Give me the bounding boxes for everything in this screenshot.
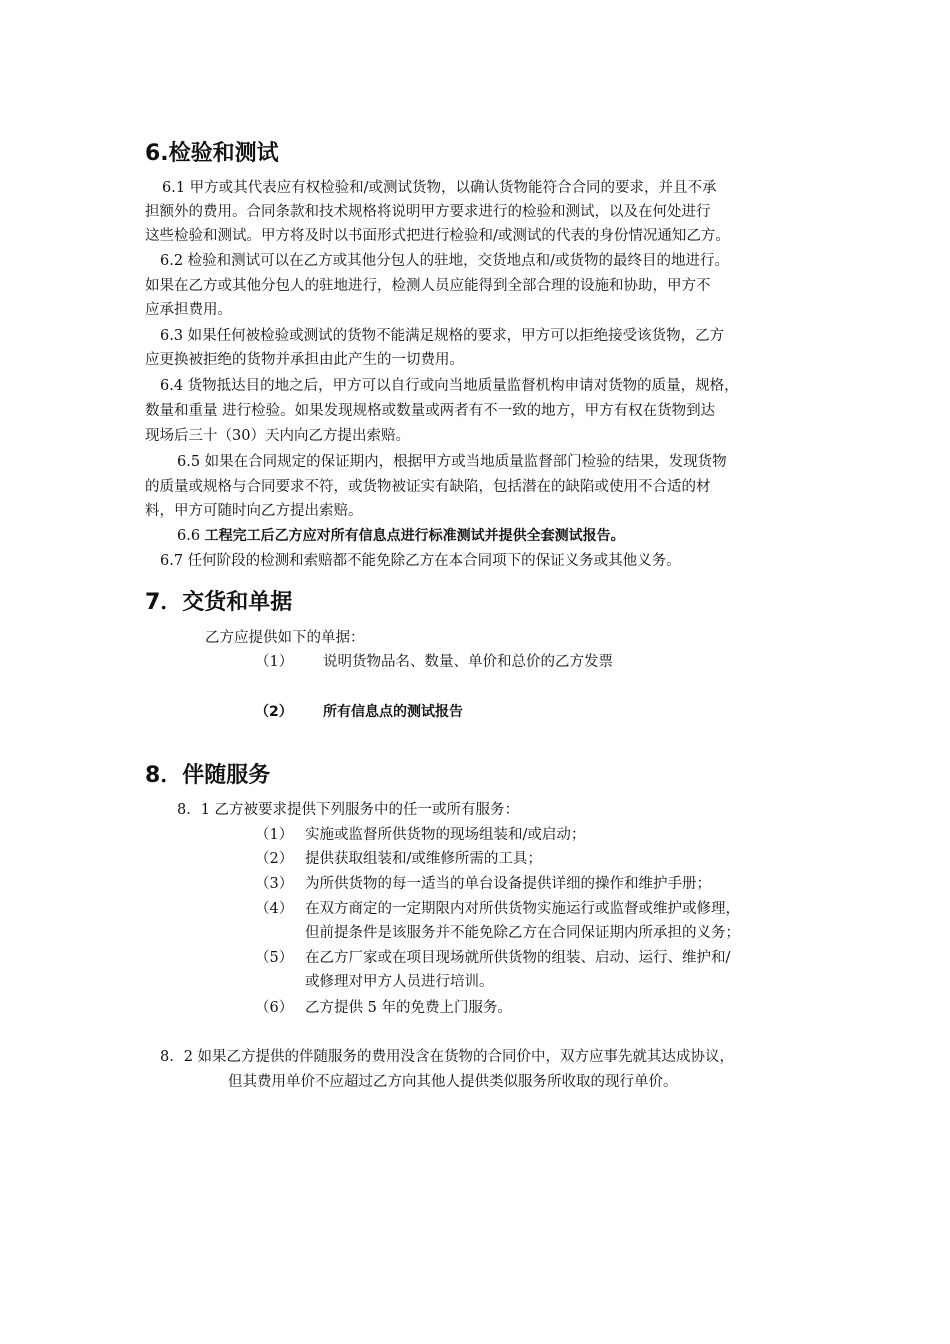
service-item-2	[255, 847, 542, 871]
para-6-5-line-2: 的质量或规格与合同要求不符，或货物被证实有缺陷，包括潜在的缺陷或使用不合适的材	[145, 479, 711, 495]
section-7-heading: 7．交货和单据	[145, 590, 293, 615]
para-6-6	[177, 524, 625, 548]
section-8-heading: 8．伴随服务	[145, 763, 271, 788]
doc-item-2-number: （2）	[255, 704, 293, 720]
service-item-5-number: （5）	[255, 950, 294, 966]
para-6-5-line-1: 6.5 如果在合同规定的保证期内，根据甲方或当地质量监督部门检验的结果，发现货物	[177, 454, 727, 470]
para-6-5-line-3: 料，甲方可随时向乙方提出索赔。	[145, 503, 363, 519]
service-item-5	[255, 946, 730, 970]
service-item-6	[255, 996, 512, 1020]
service-item-3	[255, 872, 711, 896]
doc-item-1	[255, 650, 613, 674]
doc-item-1-text: 说明货物品名、数量、单价和总价的乙方发票	[323, 654, 613, 670]
para-6-7: 6.7 任何阶段的检测和索赔都不能免除乙方在本合同项下的保证义务或其他义务。	[160, 553, 681, 569]
section-6-heading: 6.检验和测试	[145, 141, 279, 166]
service-item-1	[255, 823, 585, 847]
para-6-1-line-2: 担额外的费用。合同条款和技术规格将说明甲方要求进行的检验和测试，以及在何处进行	[145, 204, 711, 220]
para-6-3-line-1: 6.3 如果任何被检验或测试的货物不能满足规格的要求，甲方可以拒绝接受该货物，乙方	[160, 328, 725, 344]
para-6-1-line-3: 这些检验和测试。甲方将及时以书面形式把进行检验和/或测试的代表的身份情况通知乙方。	[145, 228, 730, 244]
service-item-5-text-line-1: 在乙方厂家或在项目现场就所供货物的组装、启动、运行、维护和/	[305, 950, 731, 966]
doc-item-2-text: 所有信息点的测试报告	[323, 704, 463, 720]
para-6-4-line-2: 数量和重量 进行检验。如果发现规格或数量或两者有不一致的地方，甲方有权在货物到达	[145, 403, 716, 419]
service-item-3-number: （3）	[255, 876, 294, 892]
service-item-4	[255, 897, 740, 921]
service-item-2-text: 提供获取组装和/或维修所需的工具；	[305, 851, 542, 867]
para-6-4-line-1: 6.4 货物抵达目的地之后，甲方可以自行或向当地质量监督机构申请对货物的质量，规格，	[160, 378, 739, 394]
doc-item-2	[255, 700, 463, 724]
para-6-6-number: 6.6	[177, 528, 201, 544]
service-item-1-number: （1）	[255, 827, 294, 843]
service-item-3-text: 为所供货物的每一适当的单台设备提供详细的操作和维护手册；	[305, 876, 711, 892]
service-item-6-number: （6）	[255, 1000, 294, 1016]
para-6-2-line-2: 如果在乙方或其他分包人的驻地进行，检测人员应能得到全部合理的设施和协助，甲方不	[145, 278, 711, 294]
para-8-1: 8．1 乙方被要求提供下列服务中的任一或所有服务：	[177, 802, 520, 818]
service-item-4-text-line-2: 但前提条件是该服务并不能免除乙方在合同保证期内所承担的义务；	[305, 925, 740, 941]
service-item-4-number: （4）	[255, 901, 294, 917]
para-6-2-line-1: 6.2 检验和测试可以在乙方或其他分包人的驻地，交货地点和/或货物的最终目的地进行。	[160, 253, 730, 269]
para-6-1-line-1: 6.1 甲方或其代表应有权检验和/或测试货物，以确认货物能符合合同的要求，并且不承	[162, 180, 717, 196]
para-6-4-line-3: 现场后三十（30）天内向乙方提出索赔。	[145, 428, 410, 444]
service-item-6-text: 乙方提供 5 年的免费上门服务。	[305, 1000, 512, 1016]
para-6-2-line-3: 应承担费用。	[145, 302, 232, 318]
para-8-2-line-2: 但其费用单价不应超过乙方向其他人提供类似服务所收取的现行单价。	[228, 1074, 678, 1090]
para-6-6-text: 工程完工后乙方应对所有信息点进行标准测试并提供全套测试报告。	[204, 528, 625, 544]
section-7-intro: 乙方应提供如下的单据：	[205, 630, 365, 646]
service-item-2-number: （2）	[255, 851, 294, 867]
service-item-1-text: 实施或监督所供货物的现场组装和/或启动；	[305, 827, 586, 843]
para-6-3-line-2: 应更换被拒绝的货物并承担由此产生的一切费用。	[145, 352, 464, 368]
service-item-4-text-line-1: 在双方商定的一定期限内对所供货物实施运行或监督或维护或修理，	[305, 901, 740, 917]
service-item-5-text-line-2: 或修理对甲方人员进行培训。	[305, 974, 494, 990]
doc-item-1-number: （1）	[255, 654, 294, 670]
para-8-2-line-1: 8．2 如果乙方提供的伴随服务的费用没含在货物的合同价中，双方应事先就其达成协议，	[160, 1049, 735, 1065]
